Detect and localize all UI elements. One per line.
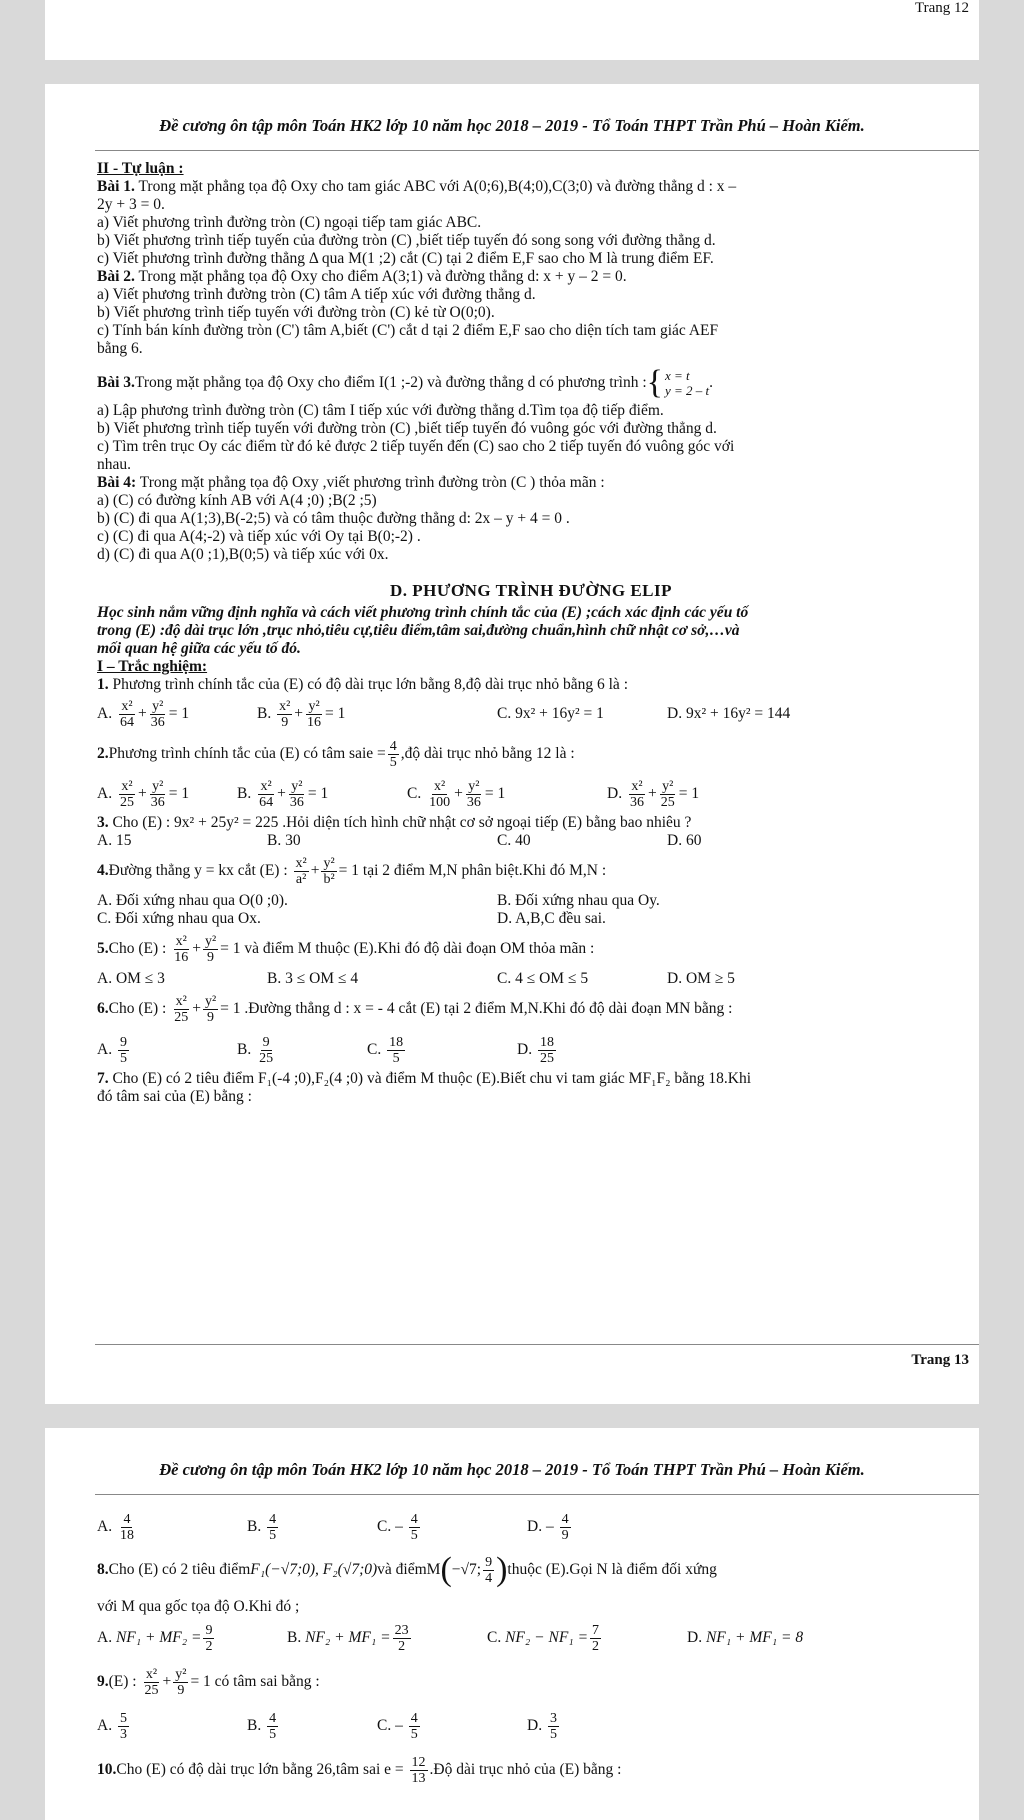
q6-options <box>97 1030 965 1070</box>
q9-options <box>97 1704 965 1748</box>
q7-options <box>97 1506 965 1548</box>
q3-options <box>97 832 965 850</box>
q7-option-c: C. – $\frac{4}{5}$ <box>377 1511 418 1543</box>
bai2-a: a) Viết phương trình đường tròn (C) tâm A tiếp xúc với đường thẳng d. <box>97 286 536 303</box>
q7-option-b: B. $\frac{4}{5}$ <box>247 1511 277 1543</box>
page-14-body <box>97 1506 965 1792</box>
q1-option-d: D. 9x² + 16y² = 144 <box>667 705 791 722</box>
q4-option-b: B. Đối xứng nhau qua Oy. <box>497 892 660 909</box>
bai4-a: a) (C) có đường kính AB với A(4 ;0) ;B(2 ;5) <box>97 492 377 509</box>
q9-option-b: B. $\frac{4}{5}$ <box>247 1710 277 1742</box>
section-title: II - Tự luận : <box>97 160 184 177</box>
q6-text: 6. Cho (E) : $\frac{\text{x²}}{25}$ + $\frac{\text{y²}}{9}$ = 1 .Đường thẳng d : x = - 4 cắt (E) tại 2 điểm M,N.Khi đó độ dài đoạn MN bằng : <box>97 993 733 1025</box>
bai3-a: a) Lập phương trình đường tròn (C) tâm I tiếp xúc với đường thẳng d.Tìm tọa độ tiếp điểm. <box>97 402 664 419</box>
q9-option-c: C. – $\frac{4}{5}$ <box>377 1710 418 1742</box>
page-header: Đề cương ôn tập môn Toán HK2 lớp 10 năm học 2018 – 2019 - Tổ Toán THPT Trần Phú – Hoàn Kiếm. <box>159 1460 865 1479</box>
bai3-b: b) Viết phương trình tiếp tuyến với đường tròn (C) ,biết tiếp tuyến đó vuông góc với đường thẳng d. <box>97 420 717 437</box>
intro-line1: Học sinh nắm vững định nghĩa và cách viết phương trình chính tắc của (E) ;cách xác định các yếu tố <box>97 604 749 621</box>
intro-line3: mối quan hệ giữa các yếu tố đó. <box>97 640 301 657</box>
q5-option-d: D. OM ≥ 5 <box>667 970 735 987</box>
q8-option-d: D. NF₁ + MF₁ = 8 <box>687 1629 804 1646</box>
q1-option-a: A. $\frac{\text{x²}}{64}$ + $\frac{\text{y²}}{36}$ = 1 <box>97 698 190 730</box>
q8-option-a: A. NF₁ + MF₂ = $\frac{9}{2}$ <box>97 1622 213 1654</box>
intro-line2: trong (E) :độ dài trục lớn ,trục nhỏ,tiêu cự,tiêu điểm,tâm sai,đường chuẩn,hình chữ nhật cơ sở,…và <box>97 622 740 639</box>
bai1-line2: 2y + 3 = 0. <box>97 196 165 213</box>
q7-option-d: D. – $\frac{4}{9}$ <box>527 1511 569 1543</box>
page-14 <box>45 1428 979 1820</box>
q8-option-c: C. NF₂ − NF₁ = $\frac{7}{2}$ <box>487 1622 600 1654</box>
q4-text: 4. Đường thẳng y = kx cắt (E) : $\frac{\text{x²}}{\text{a²}}$ + $\frac{\text{y²}}{\text{b²}}$ = 1 tại 2 điểm M,N phân biệt.Khi đó M,N : <box>97 855 607 887</box>
bai3-c1: c) Tìm trên trục Oy các điểm từ đó kẻ được 2 tiếp tuyến đến (C) sao cho 2 tiếp tuyến đó vuông góc với <box>97 438 735 455</box>
q9-text: 9. (E) : $\frac{\text{x²}}{25}$ + $\frac{\text{y²}}{9}$ = 1 có tâm sai bằng : <box>97 1666 320 1698</box>
page-13 <box>45 84 979 1404</box>
q1-option-b: B. $\frac{\text{x²}}{9}$ + $\frac{\text{y²}}{16}$ = 1 <box>257 698 346 730</box>
header-rule <box>95 1494 979 1495</box>
mc-title: I – Trắc nghiệm: <box>97 658 208 675</box>
bai2-c1: c) Tính bán kính đường tròn (C') tâm A,biết (C') cắt d tại 2 điểm E,F sao cho diện tích tam giác AEF <box>97 322 719 339</box>
bai1-line1: Bài 1. Trong mặt phẳng tọa độ Oxy cho tam giác ABC với A(0;6),B(4;0),C(3;0) và đường thẳng d : x – <box>97 178 737 195</box>
bai1-b: b) Viết phương trình tiếp tuyến của đường tròn (C) ,biết tiếp tuyến đó song song với đường thẳng d. <box>97 232 716 249</box>
page-number: Trang 12 <box>914 0 969 16</box>
q4-options-row1 <box>97 892 965 910</box>
q2-option-c: C. $\frac{\text{x²}}{100}$ + $\frac{\text{y²}}{36}$ = 1 <box>407 778 506 810</box>
page-13-body <box>97 160 965 1106</box>
q9-option-d: D. $\frac{3}{5}$ <box>527 1710 557 1742</box>
q3-option-c: C. 40 <box>497 832 531 849</box>
q3-option-a: A. 15 <box>97 832 132 849</box>
q8-line2: với M qua gốc tọa độ O.Khi đó ; <box>97 1598 300 1615</box>
bai2-b: b) Viết phương trình tiếp tuyến với đường tròn (C) kẻ từ O(0;0). <box>97 304 495 321</box>
q5-text: 5. Cho (E) : $\frac{\text{x²}}{16}$ + $\frac{\text{y²}}{9}$ = 1 và điểm M thuộc (E).Khi đó độ dài đoạn OM thỏa mãn : <box>97 933 595 965</box>
q1-options <box>97 694 965 734</box>
q2-options <box>97 774 965 814</box>
q10-text: 10. Cho (E) có độ dài trục lớn bằng 26,tâm sai e = $\frac{12}{13}$ .Độ dài trục nhỏ của (E) bằng : <box>97 1754 622 1786</box>
q7-line2: đó tâm sai của (E) bằng : <box>97 1088 252 1105</box>
q1-text: 1. Phương trình chính tắc của (E) có độ dài trục lớn bằng 8,độ dài trục nhỏ bằng 6 là : <box>97 676 628 693</box>
q4-option-a: A. Đối xứng nhau qua O(0 ;0). <box>97 892 288 909</box>
q2-option-a: A. $\frac{\text{x²}}{25}$ + $\frac{\text{y²}}{36}$ = 1 <box>97 778 190 810</box>
q2-text: 2. Phương trình chính tắc của (E) có tâm sai e = $\frac{4}{5}$ ,độ dài trục nhỏ bằng 12 là : <box>97 738 575 770</box>
q6-option-a: A. $\frac{9}{5}$ <box>97 1034 127 1066</box>
section-d-title: D. PHƯƠNG TRÌNH ĐƯỜNG ELIP <box>389 581 673 600</box>
bai4-b: b) (C) đi qua A(1;3),B(-2;5) và có tâm thuộc đường thẳng d: 2x – y + 4 = 0 . <box>97 510 570 527</box>
q7-option-a: A. $\frac{4}{18}$ <box>97 1511 134 1543</box>
q6-option-b: B. $\frac{9}{25}$ <box>237 1034 274 1066</box>
bai1-a: a) Viết phương trình đường tròn (C) ngoại tiếp tam giác ABC. <box>97 214 482 231</box>
q3-option-b: B. 30 <box>267 832 301 849</box>
bai2-c2: bằng 6. <box>97 340 143 357</box>
q7-line1: 7. Cho (E) có 2 tiêu điểm F₁(-4 ;0),F₂(4 ;0) và điểm M thuộc (E).Biết chu vi tam giác MF₁F₂ bằng 18.Khi <box>97 1070 752 1087</box>
footer-rule <box>95 1344 979 1345</box>
q1-option-c: C. 9x² + 16y² = 1 <box>497 705 604 722</box>
page-12-fragment <box>45 0 979 60</box>
q6-option-d: D. $\frac{18}{25}$ <box>517 1034 554 1066</box>
q5-option-c: C. 4 ≤ OM ≤ 5 <box>497 970 589 987</box>
q8-options <box>97 1616 965 1660</box>
q3-text: 3. Cho (E) : 9x² + 25y² = 225 .Hỏi diện tích hình chữ nhật cơ sở ngoại tiếp (E) bằng bao nhiêu ? <box>97 814 692 831</box>
q5-option-a: A. OM ≤ 3 <box>97 970 165 987</box>
bai3-c2: nhau. <box>97 456 132 473</box>
header-rule <box>95 150 979 151</box>
page-number: Trang 13 <box>911 1352 969 1368</box>
bai3-line1: Bài 3. Trong mặt phẳng tọa độ Oxy cho điểm I(1 ;-2) và đường thẳng d có phương trình : { x = t y = 2 – t . <box>97 364 714 401</box>
bai4-d: d) (C) đi qua A(0 ;1),B(0;5) và tiếp xúc với 0x. <box>97 546 389 563</box>
q6-option-c: C. $\frac{18}{5}$ <box>367 1034 404 1066</box>
q2-option-d: D. $\frac{\text{x²}}{36}$ + $\frac{\text{y²}}{25}$ = 1 <box>607 778 700 810</box>
q8-text: 8. Cho (E) có 2 tiêu điểm F₁(−√7;0), F₂(√7;0) và điểm M ( −√7; $\frac{9}{4}$ ) thuộc (E).Gọi N là điểm đối xứng <box>97 1551 717 1588</box>
page-header: Đề cương ôn tập môn Toán HK2 lớp 10 năm học 2018 – 2019 - Tổ Toán THPT Trần Phú – Hoàn Kiếm. <box>159 116 865 135</box>
bai1-c: c) Viết phương trình đường thẳng Δ qua M(1 ;2) cắt (C) tại 2 điểm E,F sao cho M là trung điểm EF. <box>97 250 714 267</box>
bai2-line1: Bài 2. Trong mặt phẳng tọa độ Oxy cho điểm A(3;1) và đường thẳng d: x + y – 2 = 0. <box>97 268 627 285</box>
q5-options <box>97 970 965 988</box>
q9-option-a: A. $\frac{5}{3}$ <box>97 1710 127 1742</box>
q5-option-b: B. 3 ≤ OM ≤ 4 <box>267 970 359 987</box>
q4-option-c: C. Đối xứng nhau qua Ox. <box>97 910 261 927</box>
bai4-c: c) (C) đi qua A(4;-2) và tiếp xúc với Oy tại B(0;-2) . <box>97 528 421 545</box>
q3-option-d: D. 60 <box>667 832 702 849</box>
q8-option-b: B. NF₂ + MF₁ = $\frac{23}{2}$ <box>287 1622 409 1654</box>
q2-option-b: B. $\frac{\text{x²}}{64}$ + $\frac{\text{y²}}{36}$ = 1 <box>237 778 329 810</box>
bai4-line1: Bài 4: Trong mặt phẳng tọa độ Oxy ,viết phương trình đường tròn (C ) thỏa mãn : <box>97 474 605 491</box>
q4-options-row2 <box>97 910 965 928</box>
parametric-system: { x = t y = 2 – t <box>646 364 710 401</box>
q4-option-d: D. A,B,C đều sai. <box>497 910 606 927</box>
